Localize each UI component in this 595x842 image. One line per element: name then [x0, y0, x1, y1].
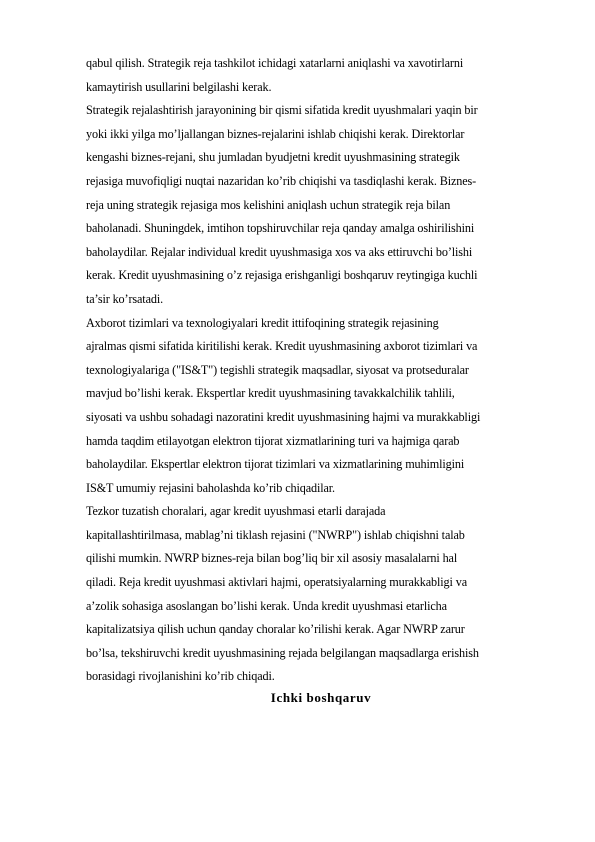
paragraph: [86, 312, 554, 501]
text-line: kengashi biznes-rejani, shu jumladan byudjetni kredit uyushmasining strategik: [86, 150, 460, 165]
text-line: baholaydilar. Rejalar individual kredit uyushmasiga xos va aks ettiruvchi bo’lishi: [86, 244, 473, 259]
text-line: IS&T umumiy rejasini baholashda ko’rib chiqadilar.: [86, 480, 335, 495]
text-line: Strategik rejalashtirish jarayonining bir qismi sifatida kredit uyushmalari yaqin bir: [86, 103, 478, 118]
text-line: hamda taqdim etilayotgan elektron tijorat xizmatlarining turi va hajmiga qarab: [86, 433, 460, 448]
text-line: qabul qilish. Strategik reja tashkilot ichidagi xatarlarni aniqlashi va xavotirlarni: [86, 56, 464, 70]
text-line: texnologiyalariga ("IS&T") tegishli strategik maqsadlar, siyosat va protseduralar: [86, 362, 469, 377]
paragraph: [86, 99, 554, 311]
text-line: yoki ikki yilga mo’ljallangan biznes-rejalarini ishlab chiqishi kerak. Direktorlar: [86, 126, 465, 141]
text-line: qiladi. Reja kredit uyushmasi aktivlari hajmi, operatsiyalarning murakkabligi va: [86, 575, 467, 590]
text-line: baholanadi. Shuningdek, imtihon topshiruvchilar reja qanday amalga oshirilishini: [86, 221, 475, 236]
text-line: kapitallashtirilmasa, mablag’ni tiklash rejasini ("NWRP") ishlab chiqishni talab: [86, 527, 465, 542]
text-line: rejasiga muvofiqligi nuqtai nazaridan ko’rib chiqishi va tasdiqlashi kerak. Biznes-: [86, 173, 477, 188]
text-line: qilishi mumkin. NWRP biznes-reja bilan bog’liq bir xil asosiy masalalarni hal: [86, 551, 458, 566]
text-line: siyosati va ushbu sohadagi nazoratini kredit uyushmasining hajmi va murakkabligi: [86, 409, 481, 424]
section-heading: Ichki boshqaruv: [270, 690, 372, 706]
text-line: baholaydilar. Ekspertlar elektron tijorat tizimlari va xizmatlarining muhimligini: [86, 457, 465, 472]
text-line: kerak. Kredit uyushmasining o’z rejasiga erishganligi boshqaruv reytingiga kuchli: [86, 268, 478, 283]
text-line: kapitalizatsiya qilish uchun qanday choralar ko’rilishi kerak. Agar NWRP zarur: [86, 622, 465, 637]
text-line: Axborot tizimlari va texnologiyalari kredit ittifoqining strategik rejasining: [86, 315, 439, 330]
text-line: borasidagi rivojlanishini ko’rib chiqadi.: [86, 669, 275, 684]
text-line: a’zolik sohasiga asoslangan bo’lishi kerak. Unda kredit uyushmasi etarlicha: [86, 598, 447, 613]
text-line: Tezkor tuzatish choralari, agar kredit uyushmasi etarli darajada: [86, 504, 386, 519]
text-line: mavjud bo’lishi kerak. Ekspertlar kredit uyushmasining tavakkalchilik tahlili,: [86, 386, 455, 401]
text-line: bo’lsa, tekshiruvchi kredit uyushmasining rejada belgilangan maqsadlarga erishish: [86, 645, 479, 660]
paragraph: [86, 52, 554, 99]
text-line: kamaytirish usullarini belgilashi kerak.: [86, 79, 272, 94]
paragraph: [86, 500, 554, 689]
text-line: reja uning strategik rejasiga mos kelishini aniqlash uchun strategik reja bilan: [86, 197, 451, 212]
text-line: ajralmas qismi sifatida kiritilishi kerak. Kredit uyushmasining axborot tizimlari va: [86, 339, 478, 354]
text-line: ta’sir ko’rsatadi.: [86, 291, 164, 306]
document-page: [86, 52, 554, 709]
